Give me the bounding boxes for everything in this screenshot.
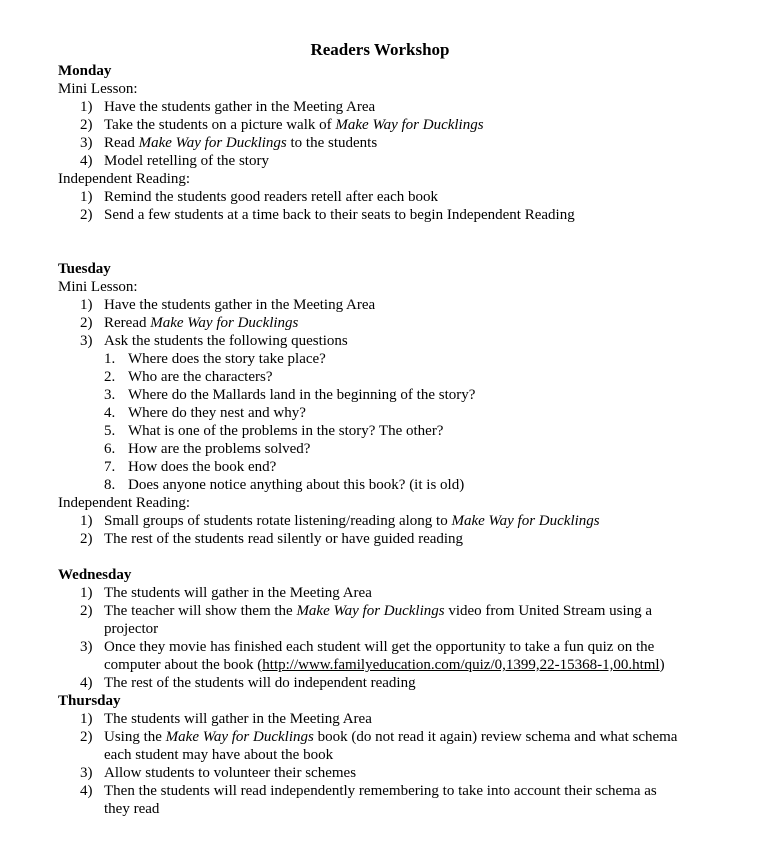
list-item: 1) The students will gather in the Meeting Area bbox=[80, 585, 372, 601]
independent-reading-label: Independent Reading: bbox=[58, 171, 191, 187]
list-item: 2) Using the Make Way for Ducklings book (do not read it again) review schema and what schema bbox=[80, 729, 678, 745]
list-item: 2) Reread Make Way for Ducklings bbox=[80, 315, 299, 331]
list-item: 3) Once they movie has finished each student will get the opportunity to take a fun quiz on the bbox=[80, 639, 655, 655]
question-item: 4. Where do they nest and why? bbox=[104, 405, 306, 421]
question-item: 3. Where do the Mallards land in the beginning of the story? bbox=[104, 387, 476, 403]
book-title: Make Way for Ducklings bbox=[451, 513, 600, 529]
question-item: 5. What is one of the problems in the story? The other? bbox=[104, 423, 444, 439]
list-item-continuation: projector bbox=[104, 621, 159, 637]
question-item: 8. Does anyone notice anything about this book? (it is old) bbox=[104, 477, 465, 493]
page-title: Readers Workshop bbox=[310, 40, 450, 59]
list-item: 3) Allow students to volunteer their schemes bbox=[80, 765, 357, 781]
list-item: 2) The rest of the students read silently or have guided reading bbox=[80, 531, 464, 547]
book-title: Make Way for Ducklings bbox=[296, 603, 445, 619]
mini-lesson-label: Mini Lesson: bbox=[58, 279, 138, 295]
list-item: 2) Send a few students at a time back to their seats to begin Independent Reading bbox=[80, 207, 575, 223]
day-heading-thursday: Thursday bbox=[58, 693, 121, 709]
list-item: 3) Read Make Way for Ducklings to the students bbox=[80, 135, 378, 151]
list-item-continuation: each student may have about the book bbox=[104, 747, 334, 763]
list-item: 4) The rest of the students will do independent reading bbox=[80, 675, 416, 691]
mini-lesson-label: Mini Lesson: bbox=[58, 81, 138, 97]
list-item: 1) Remind the students good readers retell after each book bbox=[80, 189, 439, 205]
list-item: 1) Have the students gather in the Meeting Area bbox=[80, 297, 376, 313]
list-item-continuation: computer about the book (http://www.familyeducation.com/quiz/0,1399,22-15368-1,00.html) bbox=[104, 657, 665, 673]
day-heading-monday: Monday bbox=[58, 63, 112, 79]
book-title: Make Way for Ducklings bbox=[150, 315, 299, 331]
day-heading-wednesday: Wednesday bbox=[58, 567, 132, 583]
question-item: 6. How are the problems solved? bbox=[104, 441, 311, 457]
list-item: 4) Then the students will read independently remembering to take into account their schema as bbox=[80, 783, 657, 799]
list-item-continuation: they read bbox=[104, 801, 160, 817]
question-item: 7. How does the book end? bbox=[104, 459, 277, 475]
list-item: 2) Take the students on a picture walk of Make Way for Ducklings bbox=[80, 117, 484, 133]
list-item: 1) Have the students gather in the Meeting Area bbox=[80, 99, 376, 115]
question-item: 1. Where does the story take place? bbox=[104, 351, 326, 367]
list-item: 1) The students will gather in the Meeting Area bbox=[80, 711, 372, 727]
day-heading-tuesday: Tuesday bbox=[58, 261, 111, 277]
list-item: 1) Small groups of students rotate listening/reading along to Make Way for Ducklings bbox=[80, 513, 600, 529]
independent-reading-label: Independent Reading: bbox=[58, 495, 191, 511]
list-item: 2) The teacher will show them the Make Way for Ducklings video from United Stream using a bbox=[80, 603, 653, 619]
book-title: Make Way for Ducklings bbox=[165, 729, 314, 745]
question-item: 2. Who are the characters? bbox=[104, 369, 273, 385]
book-title: Make Way for Ducklings bbox=[335, 117, 484, 133]
book-title: Make Way for Ducklings bbox=[138, 135, 287, 151]
list-item: 4) Model retelling of the story bbox=[80, 153, 269, 169]
quiz-link[interactable]: http://www.familyeducation.com/quiz/0,1399,22-15368-1,00.html bbox=[262, 657, 660, 673]
list-item: 3) Ask the students the following questions bbox=[80, 333, 348, 349]
